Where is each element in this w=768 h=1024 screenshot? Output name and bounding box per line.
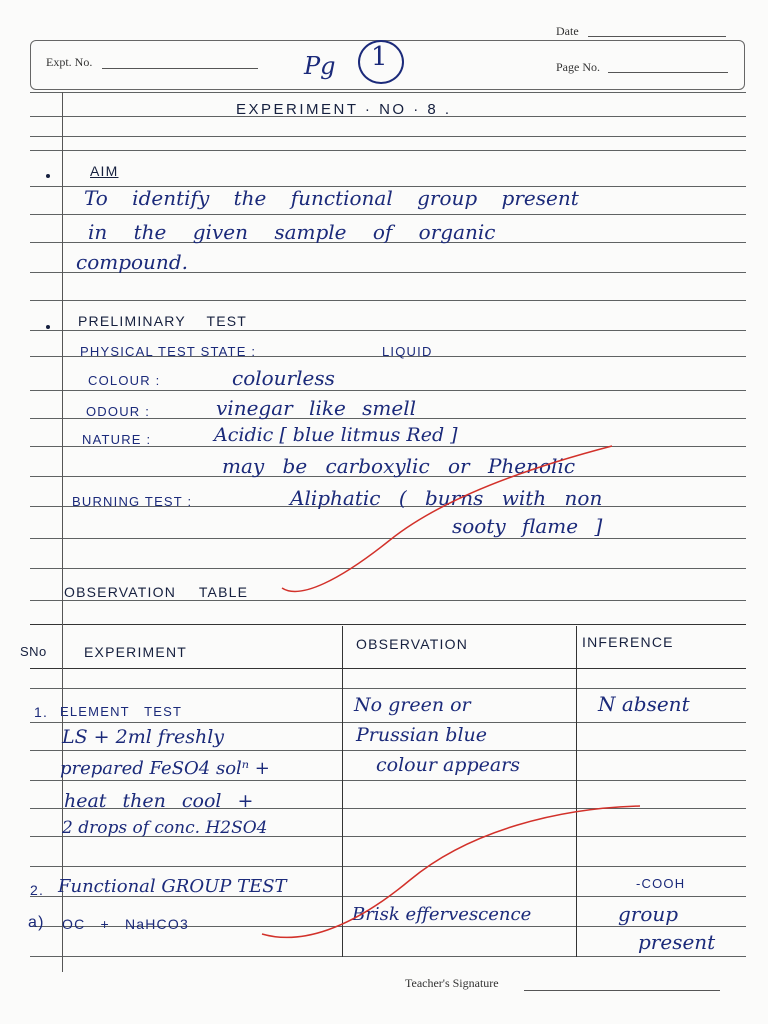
table-row-observation-line: colour appears xyxy=(376,754,521,776)
rule-line xyxy=(30,390,746,391)
table-row-sno: 1. xyxy=(34,704,49,720)
rule-line xyxy=(30,214,746,215)
table-row-inference: N absent xyxy=(598,692,690,716)
rule-line xyxy=(30,722,746,723)
aim-line: compound. xyxy=(76,250,188,274)
odour-value: vinegar like smell xyxy=(216,396,417,420)
burning-label: BURNING TEST : xyxy=(72,494,193,509)
aim-heading: AIM xyxy=(90,163,119,179)
table-column-divider xyxy=(576,626,577,957)
page-no-label: Page No. xyxy=(556,60,600,74)
table-row-experiment-line: heat then cool + xyxy=(64,790,254,812)
odour-label: ODOUR : xyxy=(86,404,151,419)
rule-line xyxy=(30,150,746,151)
table-header-sno: SNo xyxy=(20,644,47,659)
table-row-sub-experiment: OC + NaHCO3 xyxy=(62,916,189,932)
aim-line: in the given sample of organic xyxy=(88,220,496,244)
rule-line xyxy=(30,668,746,669)
expt-no-field-line xyxy=(102,68,258,69)
physical-label: PHYSICAL TEST STATE : xyxy=(80,344,257,359)
table-row-observation-line: No green or xyxy=(354,694,471,716)
table-row-experiment-line: 2 drops of conc. H2SO4 xyxy=(62,818,268,838)
table-row-inference-line: present xyxy=(638,930,716,954)
margin-line xyxy=(62,92,63,972)
preliminary-heading: PRELIMINARY TEST xyxy=(78,313,248,329)
table-column-divider xyxy=(342,626,343,957)
rule-line xyxy=(30,688,746,689)
table-row-experiment-line: ELEMENT TEST xyxy=(60,704,183,719)
physical-value: LIQUID xyxy=(382,344,433,359)
rule-line xyxy=(30,330,746,331)
table-row-experiment-line: LS + 2ml freshly xyxy=(62,726,225,748)
page-number-circled: 1 xyxy=(371,42,388,72)
teacher-signature-label: Teacher's Signature xyxy=(405,976,499,990)
rule-line xyxy=(30,300,746,301)
rule-line xyxy=(30,956,746,957)
table-row-inference-line: -COOH xyxy=(636,876,686,891)
expt-no-label: Expt. No. xyxy=(46,55,93,69)
nature-note: may be carboxylic or Phenolic xyxy=(222,454,576,478)
colour-value: colourless xyxy=(232,366,335,390)
table-row-sub-sno: a) xyxy=(28,914,45,931)
table-row-inference-line: group xyxy=(618,902,679,926)
rule-line xyxy=(30,136,746,137)
rule-line xyxy=(30,780,746,781)
table-row-observation-line: Prussian blue xyxy=(356,724,488,746)
nature-label: NATURE : xyxy=(82,432,152,447)
table-row-experiment: Functional GROUP TEST xyxy=(58,876,287,897)
experiment-title: EXPERIMENT · NO · 8 . xyxy=(236,101,452,118)
rule-line xyxy=(30,750,746,751)
table-header-observation: OBSERVATION xyxy=(356,636,468,652)
rule-line xyxy=(30,866,746,867)
table-header-experiment: EXPERIMENT xyxy=(84,644,188,660)
rule-line xyxy=(30,600,746,601)
table-row-experiment-line: prepared FeSO4 solⁿ + xyxy=(60,758,270,779)
table-row-sno: 2. xyxy=(30,882,45,898)
page-no-field-line xyxy=(608,72,728,73)
rule-line xyxy=(30,624,746,625)
table-row-observation: Brisk effervescence xyxy=(352,904,532,925)
bullet xyxy=(46,325,50,329)
burning-value-2: sooty flame ] xyxy=(452,514,603,538)
rule-line xyxy=(30,538,746,539)
burning-value: Aliphatic ( burns with non xyxy=(290,486,603,510)
teacher-signature-line xyxy=(524,990,720,991)
date-field-line xyxy=(588,36,726,37)
rule-line xyxy=(30,568,746,569)
colour-label: COLOUR : xyxy=(88,373,161,388)
observation-heading: OBSERVATION TABLE xyxy=(64,584,249,600)
date-label: Date xyxy=(556,24,579,38)
page-handwritten-label: Pg xyxy=(304,52,336,80)
rule-line xyxy=(30,92,746,93)
nature-value: Acidic [ blue litmus Red ] xyxy=(214,424,458,446)
bullet xyxy=(46,174,50,178)
table-header-inference: INFERENCE xyxy=(582,634,674,650)
aim-line: To identify the functional group present xyxy=(84,186,579,210)
